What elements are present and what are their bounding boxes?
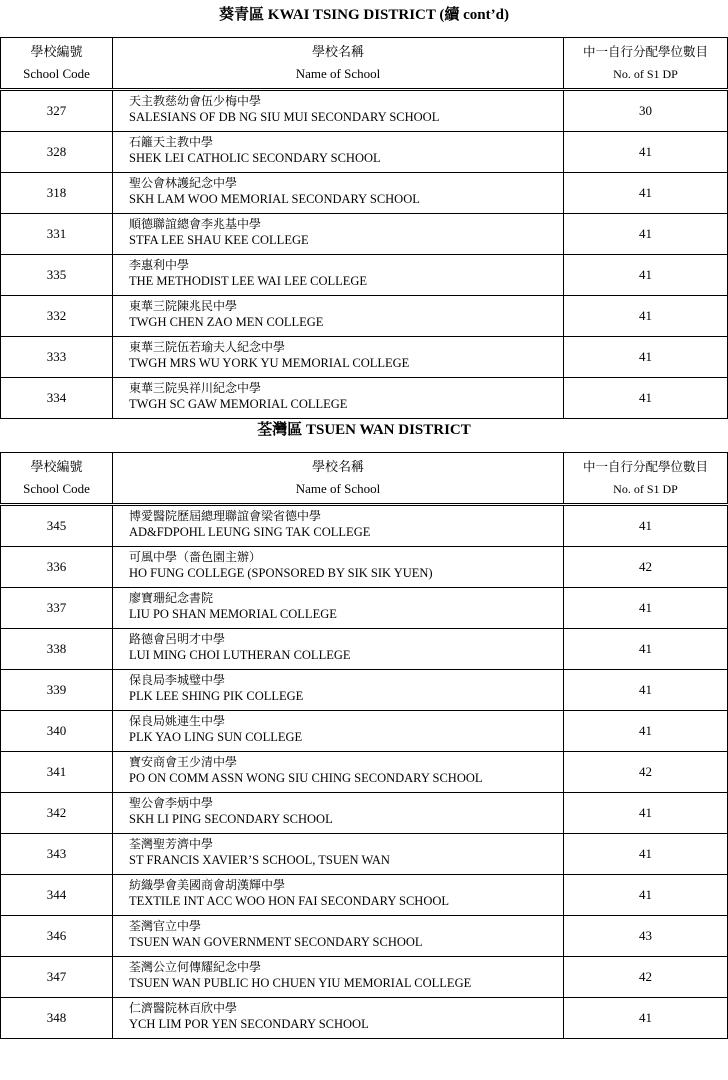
header-dp-en: No. of S1 DP <box>613 482 678 496</box>
school-name <box>113 834 564 875</box>
s1-dp-count: 41 <box>564 132 728 173</box>
school-name-zh: 路德會呂明才中學 <box>129 632 226 646</box>
header-code-zh: 學校編號 <box>30 459 83 474</box>
school-name-zh: 仁濟醫院林百欣中學 <box>129 1001 238 1015</box>
school-name-en: LUI MING CHOI LUTHERAN COLLEGE <box>129 648 351 662</box>
school-code: 333 <box>1 337 113 378</box>
school-name-en: PLK LEE SHING PIK COLLEGE <box>129 689 304 703</box>
school-name-en: STFA LEE SHAU KEE COLLEGE <box>129 233 309 247</box>
school-name-zh: 聖公會林護紀念中學 <box>129 176 238 190</box>
school-name <box>113 752 564 793</box>
school-name-zh: 東華三院吳祥川紀念中學 <box>129 381 262 395</box>
school-name <box>113 793 564 834</box>
s1-dp-count: 42 <box>564 752 728 793</box>
school-name <box>113 90 564 132</box>
school-code: 328 <box>1 132 113 173</box>
table-row <box>1 670 728 711</box>
table-row <box>1 793 728 834</box>
header-name-zh: 學校名稱 <box>311 459 364 474</box>
s1-dp-count: 41 <box>564 173 728 214</box>
school-name-en: ST FRANCIS XAVIER’S SCHOOL, TSUEN WAN <box>129 853 390 867</box>
header-school-name <box>113 453 564 505</box>
s1-dp-count: 41 <box>564 834 728 875</box>
school-code: 327 <box>1 90 113 132</box>
school-name <box>113 505 564 547</box>
header-code-en: School Code <box>23 481 90 496</box>
school-name-en: TSUEN WAN PUBLIC HO CHUEN YIU MEMORIAL COLLEGE <box>129 976 472 990</box>
table-row <box>1 214 728 255</box>
school-name <box>113 173 564 214</box>
header-name-en: Name of School <box>295 66 381 81</box>
school-name-en: TSUEN WAN GOVERNMENT SECONDARY SCHOOL <box>129 935 423 949</box>
table-row <box>1 90 728 132</box>
school-name <box>113 875 564 916</box>
header-s1-dp <box>564 453 728 505</box>
school-name-en: AD&FDPOHL LEUNG SING TAK COLLEGE <box>129 525 371 539</box>
school-name-zh: 東華三院陳兆民中學 <box>129 299 238 313</box>
s1-dp-count: 43 <box>564 916 728 957</box>
table-row <box>1 378 728 419</box>
school-name-en: TWGH CHEN ZAO MEN COLLEGE <box>129 315 324 329</box>
header-s1-dp <box>564 38 728 90</box>
header-dp-zh: 中一自行分配學位數目 <box>582 459 708 474</box>
header-school-name <box>113 38 564 90</box>
school-name-en: TWGH SC GAW MEMORIAL COLLEGE <box>129 397 348 411</box>
s1-dp-count: 41 <box>564 214 728 255</box>
school-code: 318 <box>1 173 113 214</box>
school-code: 338 <box>1 629 113 670</box>
school-name-zh: 天主教慈幼會伍少梅中學 <box>129 94 262 108</box>
s1-dp-count: 41 <box>564 629 728 670</box>
header-code-zh: 學校編號 <box>30 44 83 59</box>
school-name <box>113 378 564 419</box>
school-name-en: PO ON COMM ASSN WONG SIU CHING SECONDARY SCHOOL <box>129 771 483 785</box>
s1-dp-count: 41 <box>564 296 728 337</box>
school-name-zh: 東華三院伍若瑜夫人紀念中學 <box>129 340 286 354</box>
school-name <box>113 547 564 588</box>
school-name-zh: 紡織學會美國商會胡漢輝中學 <box>129 878 286 892</box>
school-code: 335 <box>1 255 113 296</box>
table-row <box>1 875 728 916</box>
school-name-en: SKH LAM WOO MEMORIAL SECONDARY SCHOOL <box>129 192 420 206</box>
table-row <box>1 255 728 296</box>
header-school-code <box>1 38 113 90</box>
table-row <box>1 132 728 173</box>
table-row <box>1 547 728 588</box>
school-code: 339 <box>1 670 113 711</box>
school-name-en: HO FUNG COLLEGE (SPONSORED BY SIK SIK YUEN) <box>129 566 433 580</box>
school-name <box>113 337 564 378</box>
table-row <box>1 173 728 214</box>
school-table-tsuen-wan <box>0 452 728 1039</box>
header-name-zh: 學校名稱 <box>311 44 364 59</box>
table-row <box>1 834 728 875</box>
school-code: 346 <box>1 916 113 957</box>
header-name-en: Name of School <box>295 481 381 496</box>
s1-dp-count: 42 <box>564 957 728 998</box>
school-code: 340 <box>1 711 113 752</box>
school-name-en: SALESIANS OF DB NG SIU MUI SECONDARY SCHOOL <box>129 110 440 124</box>
school-name-en: THE METHODIST LEE WAI LEE COLLEGE <box>129 274 368 288</box>
s1-dp-count: 41 <box>564 378 728 419</box>
table-row <box>1 752 728 793</box>
school-name-en: SHEK LEI CATHOLIC SECONDARY SCHOOL <box>129 151 381 165</box>
school-code: 334 <box>1 378 113 419</box>
s1-dp-count: 30 <box>564 90 728 132</box>
school-name-zh: 聖公會李炳中學 <box>129 796 214 810</box>
school-code: 332 <box>1 296 113 337</box>
school-code: 348 <box>1 998 113 1039</box>
table-row <box>1 629 728 670</box>
school-name <box>113 998 564 1039</box>
s1-dp-count: 41 <box>564 505 728 547</box>
school-code: 347 <box>1 957 113 998</box>
school-name <box>113 629 564 670</box>
school-name-en: SKH LI PING SECONDARY SCHOOL <box>129 812 333 826</box>
school-name-en: PLK YAO LING SUN COLLEGE <box>129 730 303 744</box>
school-code: 336 <box>1 547 113 588</box>
s1-dp-count: 41 <box>564 875 728 916</box>
table-row <box>1 916 728 957</box>
header-dp-zh: 中一自行分配學位數目 <box>582 44 708 59</box>
table-row <box>1 296 728 337</box>
s1-dp-count: 41 <box>564 711 728 752</box>
school-code: 344 <box>1 875 113 916</box>
table-row <box>1 588 728 629</box>
s1-dp-count: 41 <box>564 588 728 629</box>
table-row <box>1 998 728 1039</box>
school-code: 341 <box>1 752 113 793</box>
s1-dp-count: 42 <box>564 547 728 588</box>
school-name <box>113 957 564 998</box>
school-name-zh: 荃灣公立何傳耀紀念中學 <box>129 960 262 974</box>
district-title-kwai-tsing: 葵青區 KWAI TSING DISTRICT (續 cont’d) <box>219 7 509 23</box>
table-row <box>1 711 728 752</box>
school-name-zh: 可風中學（嗇色園主辦） <box>129 550 262 564</box>
school-name <box>113 588 564 629</box>
school-name <box>113 296 564 337</box>
s1-dp-count: 41 <box>564 337 728 378</box>
school-name-zh: 石籬天主教中學 <box>129 135 214 149</box>
table-row <box>1 337 728 378</box>
s1-dp-count: 41 <box>564 670 728 711</box>
school-name-zh: 荃灣聖芳濟中學 <box>129 837 214 851</box>
school-name <box>113 255 564 296</box>
school-name-zh: 保良局姚連生中學 <box>129 714 226 728</box>
school-code: 343 <box>1 834 113 875</box>
school-name <box>113 711 564 752</box>
school-name-en: LIU PO SHAN MEMORIAL COLLEGE <box>129 607 337 621</box>
header-dp-en: No. of S1 DP <box>613 67 678 81</box>
header-school-code <box>1 453 113 505</box>
school-name-en: TEXTILE INT ACC WOO HON FAI SECONDARY SCHOOL <box>129 894 450 908</box>
school-name-en: YCH LIM POR YEN SECONDARY SCHOOL <box>129 1017 369 1031</box>
table-row <box>1 957 728 998</box>
table-header-row <box>1 38 728 90</box>
s1-dp-count: 41 <box>564 793 728 834</box>
school-name-zh: 博愛醫院歷屆總理聯誼會梁省德中學 <box>129 509 322 523</box>
school-code: 345 <box>1 505 113 547</box>
school-name <box>113 132 564 173</box>
table-header-row <box>1 453 728 505</box>
school-name-zh: 李惠利中學 <box>129 258 190 272</box>
school-name <box>113 214 564 255</box>
school-name-zh: 廖寶珊紀念書院 <box>129 591 214 605</box>
district-title-tsuen-wan: 荃灣區 TSUEN WAN DISTRICT <box>257 422 471 438</box>
s1-dp-count: 41 <box>564 255 728 296</box>
school-code: 342 <box>1 793 113 834</box>
table-row <box>1 505 728 547</box>
school-code: 337 <box>1 588 113 629</box>
s1-dp-count: 41 <box>564 998 728 1039</box>
school-name-zh: 順德聯誼總會李兆基中學 <box>129 217 262 231</box>
school-code: 331 <box>1 214 113 255</box>
school-name-zh: 荃灣官立中學 <box>129 919 202 933</box>
school-name <box>113 670 564 711</box>
header-code-en: School Code <box>23 66 90 81</box>
school-name-zh: 保良局李城璧中學 <box>129 673 226 687</box>
school-table-kwai-tsing <box>0 37 728 419</box>
school-name-zh: 寶安商會王少清中學 <box>129 755 238 769</box>
school-name <box>113 916 564 957</box>
school-name-en: TWGH MRS WU YORK YU MEMORIAL COLLEGE <box>129 356 410 370</box>
